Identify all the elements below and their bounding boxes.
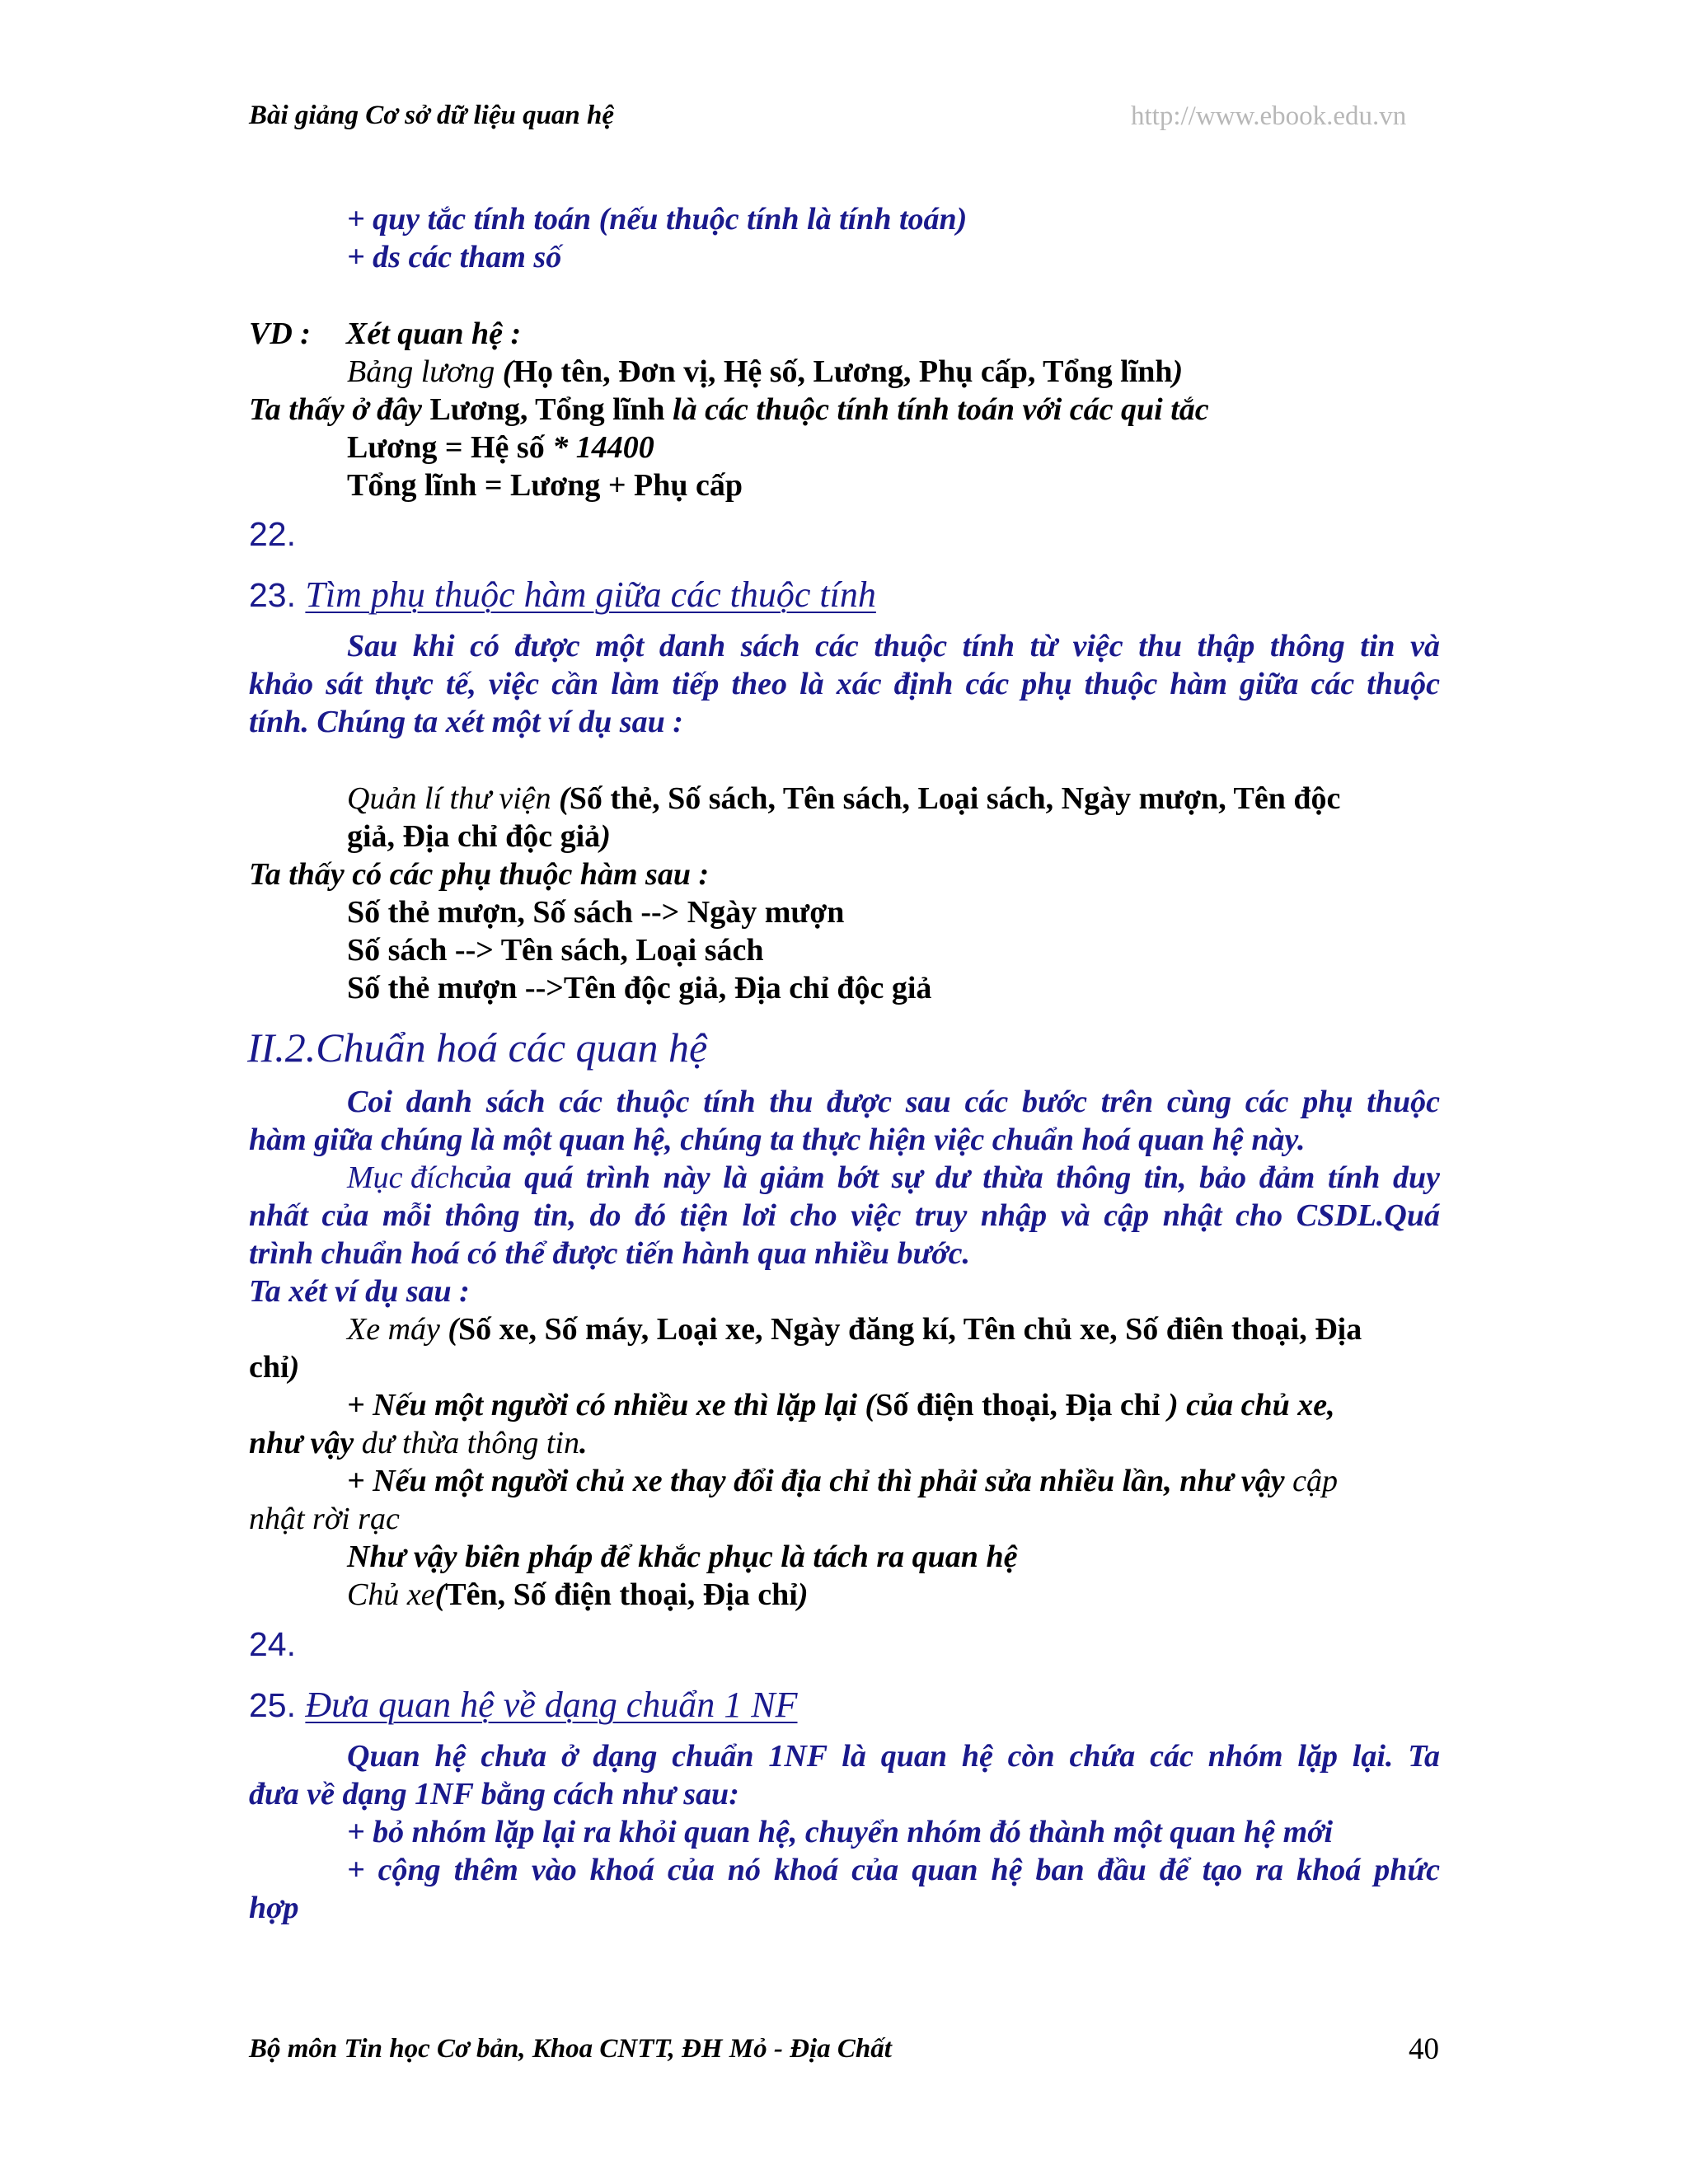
relation-line xyxy=(347,1314,1362,1345)
text-span: Coi danh sách các thuộc tính thu được sau các bước trên cùng các phụ thuộc xyxy=(347,1085,1440,1119)
note-line: Như vậy biên pháp để khắc phục là tách ra quan hệ xyxy=(347,1540,1018,1574)
paren: ) xyxy=(797,1577,809,1612)
paren: ( xyxy=(434,1577,446,1612)
paren: ) xyxy=(600,819,611,854)
formula-part: * 14400 xyxy=(552,430,654,465)
page-number: 40 xyxy=(1409,2032,1439,2066)
text-span: cập xyxy=(1292,1464,1338,1498)
text-span: khảo sát thực tế, việc cần làm tiếp theo là xác định các phụ thuộc hàm giữa các thuộc xyxy=(249,667,1440,701)
text-span: Mục đích xyxy=(347,1160,465,1195)
paragraph-line: hợp xyxy=(249,1891,299,1925)
note-line xyxy=(249,1427,587,1459)
paragraph-line xyxy=(347,1854,1440,1886)
formula-part: Lương = Hệ số xyxy=(347,430,553,465)
note-line xyxy=(347,1465,1338,1497)
paragraph-line xyxy=(347,1162,1440,1193)
text-span: Ta thấy ở đây xyxy=(249,392,430,427)
text-span: ) của chủ xe, xyxy=(1160,1388,1335,1422)
text-span xyxy=(347,1162,1440,1193)
relation-line xyxy=(347,783,1399,814)
paragraph-line xyxy=(347,630,1440,662)
dependency-line: Số thẻ mượn -->Tên độc giả, Địa chỉ độc giả xyxy=(347,971,932,1005)
formula-line: Tổng lĩnh = Lương + Phụ cấp xyxy=(347,468,743,503)
paragraph-line: hàm giữa chúng là một quan hệ, chúng ta thực hiện việc chuẩn hoá quan hệ này. xyxy=(249,1122,1306,1157)
relation-name: Quản lí thư viện xyxy=(347,781,560,816)
text-span: Lương, Tổng lĩnh xyxy=(429,392,673,427)
paragraph-line: trình chuẩn hoá có thể được tiến hành qua nhiều bước. xyxy=(249,1236,971,1271)
section-heading xyxy=(249,1687,798,1723)
text-line xyxy=(249,394,1209,425)
text-span: + cộng thêm vào khoá của nó khoá của quan hệ ban đầu để tạo ra khoá phức xyxy=(347,1853,1440,1887)
text-span: Số điện thoại, Địa chỉ xyxy=(875,1388,1160,1422)
section-number: 22. xyxy=(249,515,296,553)
header-title: Bài giảng Cơ sở dữ liệu quan hệ xyxy=(249,101,615,130)
heading-text: Tìm phụ thuộc hàm giữa các thuộc tính xyxy=(305,574,876,615)
text-span: của quá trình này là giảm bớt sự dư thừa thông tin, bảo đảm tính duy xyxy=(464,1160,1440,1195)
attributes: chỉ xyxy=(249,1350,289,1385)
attributes: giả, Địa chỉ độc giả xyxy=(347,819,601,854)
text-span: như vậy xyxy=(249,1426,362,1460)
text-line: + ds các tham số xyxy=(347,240,562,274)
paragraph-line xyxy=(249,1200,1440,1231)
paren: ( xyxy=(502,354,513,389)
attributes: Số xe, Số máy, Loại xe, Ngày đăng kí, Tên chủ xe, Số điên thoại, Địa xyxy=(458,1312,1362,1347)
text-span: + Nếu một người chủ xe thay đổi địa chỉ thì phải sửa nhiều lần, như vậy xyxy=(347,1464,1293,1498)
paren: ) xyxy=(288,1350,300,1385)
paragraph-line: đưa về dạng 1NF bằng cách như sau: xyxy=(249,1777,739,1811)
note-line: nhật rời rạc xyxy=(249,1502,400,1536)
relation-line xyxy=(347,821,611,852)
relation-name: Bảng lương xyxy=(347,354,503,389)
footer-text: Bộ môn Tin học Cơ bản, Khoa CNTT, ĐH Mỏ - Địa Chất xyxy=(249,2034,892,2064)
paragraph-line xyxy=(347,1086,1440,1118)
paren: ( xyxy=(865,1388,876,1422)
text-line: Xét quan hệ : xyxy=(346,316,522,351)
attributes: Số thẻ, Số sách, Tên sách, Loại sách, Ngày mượn, Tên độc xyxy=(569,781,1341,816)
text-span: . xyxy=(579,1426,588,1460)
paren: ) xyxy=(1172,354,1184,389)
note-line xyxy=(347,1390,1335,1421)
section-number: 24. xyxy=(249,1625,296,1663)
relation-line xyxy=(347,1579,808,1610)
paragraph-line xyxy=(249,668,1440,700)
text-span: là các thuộc tính tính toán với các qui tắc xyxy=(673,392,1209,427)
formula-line xyxy=(347,432,654,463)
relation-name: Chủ xe xyxy=(347,1577,435,1612)
section-number: 25. xyxy=(249,1686,306,1724)
attributes: Họ tên, Đơn vị, Hệ số, Lương, Phụ cấp, Tổng lĩnh xyxy=(513,354,1173,389)
text-span: nhất của mỗi thông tin, do đó tiện lơi cho việc truy nhập và cập nhật cho CSDL.Quá xyxy=(249,1198,1440,1233)
dependency-line: Số sách --> Tên sách, Loại sách xyxy=(347,933,764,968)
paren: ( xyxy=(448,1312,459,1347)
heading-text: Đưa quan hệ về dạng chuẩn 1 NF xyxy=(305,1685,798,1725)
chapter-heading: II.2.Chuẩn hoá các quan hệ xyxy=(247,1024,708,1071)
text-span: Sau khi có được một danh sách các thuộc tính từ việc thu thập thông tin và xyxy=(347,629,1440,663)
paragraph-line xyxy=(347,1741,1440,1772)
text-span: + Nếu một người có nhiều xe thì lặp lại xyxy=(347,1388,865,1422)
attributes: Tên, Số điện thoại, Địa chỉ xyxy=(445,1577,798,1612)
example-label: VD : xyxy=(249,316,311,351)
paren: ( xyxy=(559,781,570,816)
section-number: 23. xyxy=(249,576,306,614)
text-span: Quan hệ chưa ở dạng chuẩn 1NF là quan hệ còn chứa các nhóm lặp lại. Ta xyxy=(347,1739,1440,1774)
header-url: http://www.ebook.edu.vn xyxy=(1131,101,1407,131)
text-line: + quy tắc tính toán (nếu thuộc tính là tính toán) xyxy=(347,202,968,237)
dependency-line: Số thẻ mượn, Số sách --> Ngày mượn xyxy=(347,895,845,930)
relation-line xyxy=(249,1352,299,1383)
paragraph-line: Ta xét ví dụ sau : xyxy=(249,1274,470,1309)
section-heading xyxy=(249,574,876,615)
paragraph-line: + bỏ nhóm lặp lại ra khỏi quan hệ, chuyển nhóm đó thành một quan hệ mới xyxy=(347,1815,1334,1849)
relation-name: Xe máy xyxy=(347,1312,448,1347)
text-span: dư thừa thông tin xyxy=(361,1426,579,1460)
relation-line xyxy=(347,356,1183,387)
paragraph-line: tính. Chúng ta xét một ví dụ sau : xyxy=(249,705,683,739)
text-line: Ta thấy có các phụ thuộc hàm sau : xyxy=(249,857,710,892)
